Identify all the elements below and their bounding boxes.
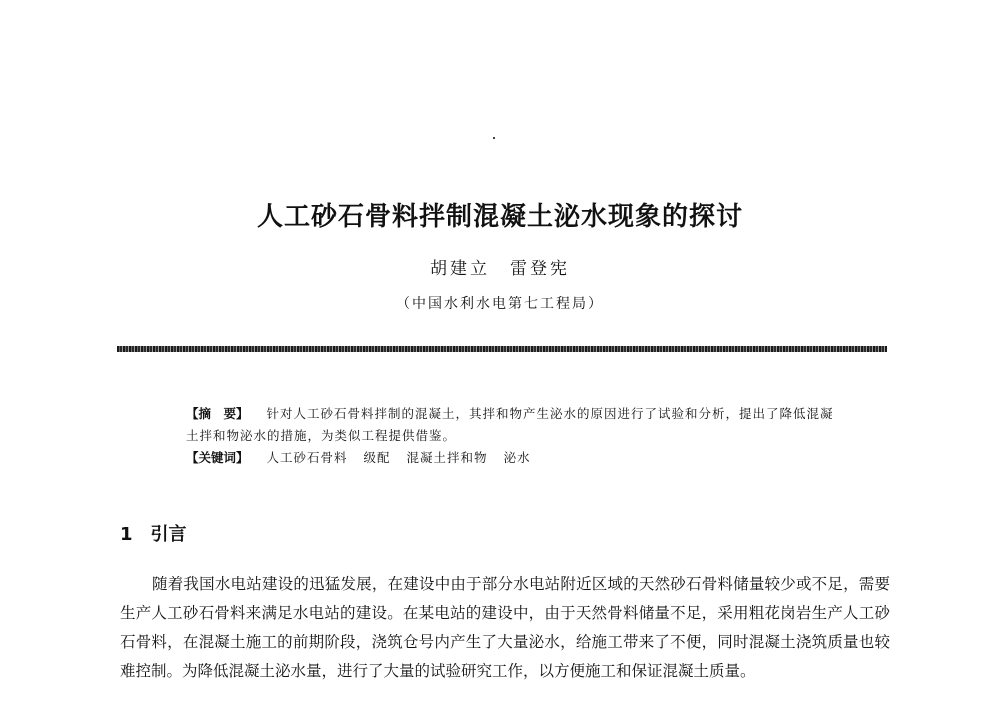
keyword: 级配 bbox=[363, 450, 391, 465]
paper-authors: 胡建立 雷登宪 bbox=[430, 259, 570, 279]
keywords-label: 【关键词】 bbox=[186, 450, 249, 465]
abstract-label: 【摘 要】 bbox=[186, 406, 249, 421]
body-paragraph: 随着我国水电站建设的迅猛发展，在建设中由于部分水电站附近区域的天然砂石骨料储量较少或不足，需要生产人工砂石骨料来满足水电站的建设。在某电站的建设中，由于天然骨料储量不足，采用粗花岗岩生产人工砂石骨料，在混凝土施工的前期阶段，浇筑仓号内产生了大量泌水，给施工带来了不便，同时混凝土浇筑质量也较难控制。为降低混凝土泌水量，进行了大量的试验研究工作，以方便施工和保证混凝土质量。 bbox=[120, 575, 890, 680]
decorative-divider bbox=[117, 346, 887, 352]
abstract-text: 针对人工砂石骨料拌制的混凝土，其拌和物产生泌水的原因进行了试验和分析，提出了降低混凝土拌和物泌水的措施，为类似工程提供借鉴。 bbox=[186, 406, 834, 443]
paper-title: 人工砂石骨料拌制混凝土泌水现象的探讨 bbox=[256, 202, 743, 232]
keyword: 人工砂石骨料 bbox=[266, 450, 348, 465]
abstract-block bbox=[186, 403, 836, 469]
section-heading bbox=[120, 520, 187, 546]
scan-speck bbox=[493, 137, 495, 139]
abstract-paragraph bbox=[186, 403, 836, 447]
section-title: 引言 bbox=[150, 524, 187, 545]
keyword: 泌水 bbox=[503, 450, 531, 465]
keyword: 混凝土拌和物 bbox=[406, 450, 488, 465]
paper-affiliation: （中国水利水电第七工程局） bbox=[396, 296, 604, 312]
section-number: 1 bbox=[120, 524, 133, 545]
keywords-line bbox=[186, 447, 836, 469]
